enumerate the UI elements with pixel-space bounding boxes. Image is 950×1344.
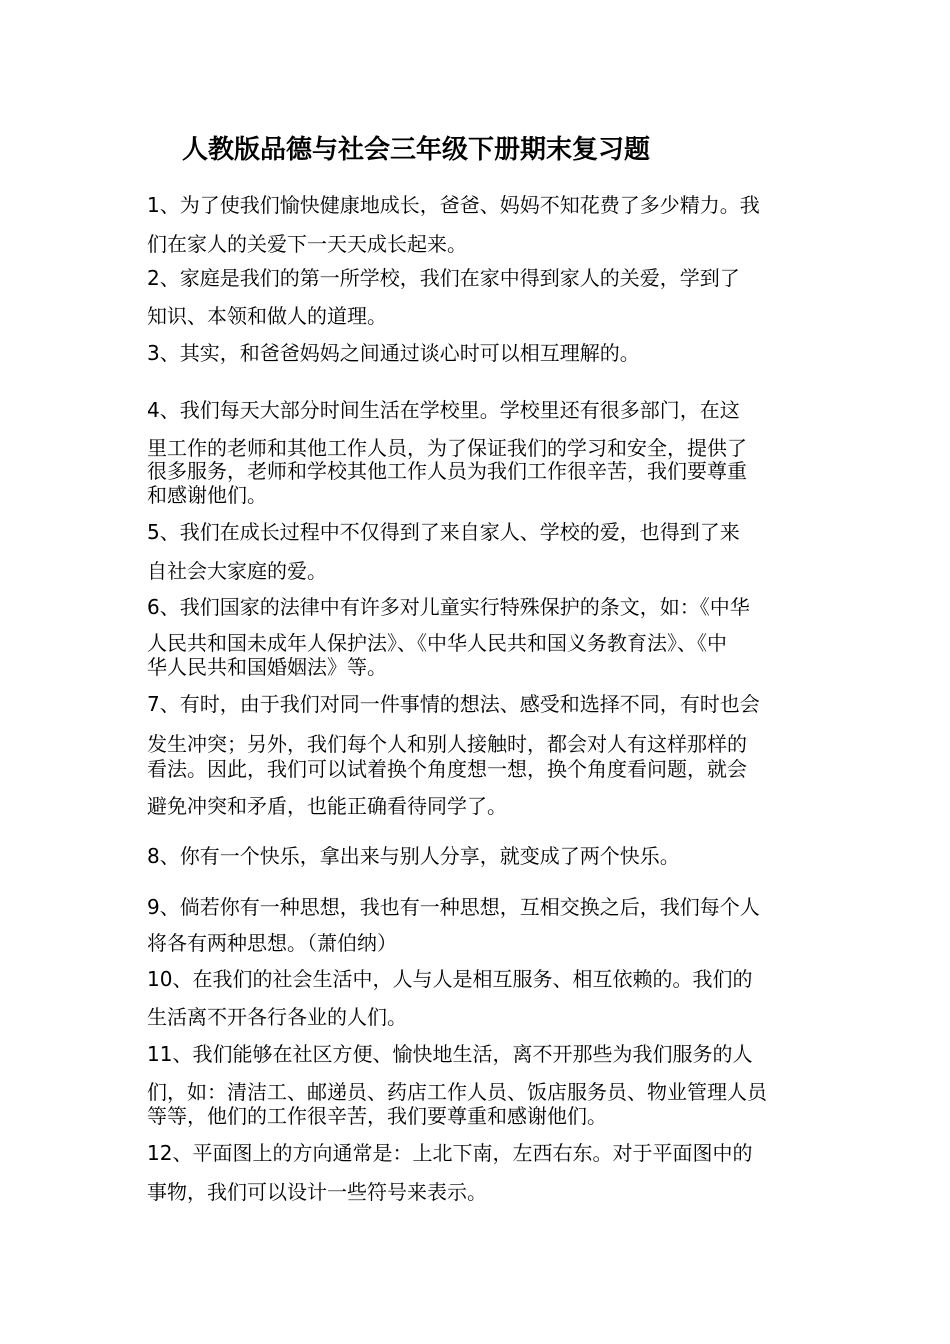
review-item-line: 10、在我们的社会生活中，人与人是相互服务、相互依赖的。我们的 <box>147 967 753 991</box>
review-item-line: 和感谢他们。 <box>147 483 267 507</box>
review-item-line: 知识、本领和做人的道理。 <box>147 304 387 328</box>
review-item-line: 避免冲突和矛盾，也能正确看待同学了。 <box>147 794 507 818</box>
review-item-line: 2、家庭是我们的第一所学校，我们在家中得到家人的关爱，学到了 <box>147 266 740 290</box>
review-item-line: 人民共和国未成年人保护法》、《中华人民共和国义务教育法》、《中 <box>147 631 727 655</box>
review-item-line: 7、有时，由于我们对同一件事情的想法、感受和选择不同，有时也会 <box>147 692 760 716</box>
review-item-line: 11、我们能够在社区方便、愉快地生活，离不开那些为我们服务的人 <box>147 1042 753 1066</box>
review-item-line: 看法。因此，我们可以试着换个角度想一想，换个角度看问题，就会 <box>147 757 747 781</box>
review-item-line: 里工作的老师和其他工作人员，为了保证我们的学习和安全，提供了 <box>147 436 747 460</box>
review-item-line: 9、倘若你有一种思想，我也有一种思想，互相交换之后，我们每个人 <box>147 895 760 919</box>
review-item-line: 1、为了使我们愉快健康地成长，爸爸、妈妈不知花费了多少精力。我 <box>147 193 760 217</box>
review-item-line: 将各有两种思想。（萧伯纳） <box>147 931 397 955</box>
review-item-line: 生活离不开各行各业的人们。 <box>147 1005 407 1029</box>
review-item-line: 们在家人的关爱下一天天成长起来。 <box>147 232 467 256</box>
review-item-line: 8、你有一个快乐，拿出来与别人分享，就变成了两个快乐。 <box>147 844 680 868</box>
review-item-line: 12、平面图上的方向通常是：上北下南，左西右东。对于平面图中的 <box>147 1141 753 1165</box>
review-item-line: 自社会大家庭的爱。 <box>147 559 327 583</box>
review-item-line: 事物，我们可以设计一些符号来表示。 <box>147 1180 487 1204</box>
review-item-line: 6、我们国家的法律中有许多对儿童实行特殊保护的条文，如：《中华 <box>147 595 750 619</box>
review-item-line: 等等，他们的工作很辛苦，我们要尊重和感谢他们。 <box>147 1104 607 1128</box>
review-item-line: 很多服务，老师和学校其他工作人员为我们工作很辛苦，我们要尊重 <box>147 459 747 483</box>
document-title: 人教版品德与社会三年级下册期末复习题 <box>182 135 651 165</box>
review-item-line: 4、我们每天大部分时间生活在学校里。学校里还有很多部门，在这 <box>147 398 740 422</box>
review-item-line: 3、其实，和爸爸妈妈之间通过谈心时可以相互理解的。 <box>147 341 640 365</box>
review-item-line: 5、我们在成长过程中不仅得到了来自家人、学校的爱，也得到了来 <box>147 520 740 544</box>
review-item-line: 发生冲突；另外，我们每个人和别人接触时，都会对人有这样那样的 <box>147 732 747 756</box>
review-item-line: 们，如：清洁工、邮递员、药店工作人员、饭店服务员、物业管理人员 <box>147 1080 767 1104</box>
review-item-line: 华人民共和国婚姻法》等。 <box>147 655 387 679</box>
